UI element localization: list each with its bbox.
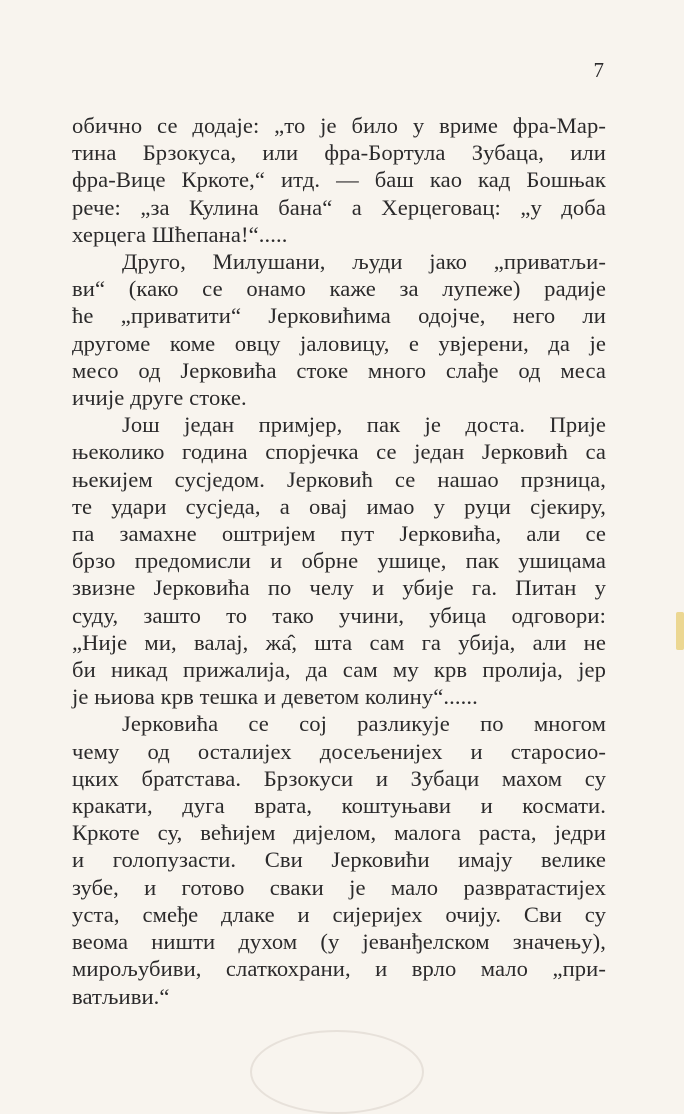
text-line: херцега Шћепана!“.....	[72, 221, 288, 247]
text-line: Друго, Милушани, људи јако „приватљи-	[122, 249, 606, 275]
text-line: ватљиви.“	[72, 983, 170, 1009]
text-line: ичије друге стоке.	[72, 385, 247, 411]
page-number: 7	[593, 58, 604, 82]
text-line: уста, смеђе длаке и сијеријех очију. Сви су	[72, 901, 606, 927]
text-line: мирољубиви, слаткохрани, и врло мало „при-	[72, 956, 606, 982]
text-line: зубе, и готово сваки је мало развратастијех	[72, 874, 606, 900]
text-line: ће „приватити“ Јерковићима одојче, него ли	[72, 303, 606, 329]
text-line: па замахне оштријем пут Јерковића, али се	[72, 521, 606, 547]
text-line: рече: „за Кулина бана“ а Херцеговац: „у доба	[72, 194, 606, 220]
text-line: тина Брзокуса, или фра-Бортула Зубаца, или	[72, 140, 606, 166]
paragraph-1	[72, 112, 606, 248]
text-line: Још један примјер, пак је доста. Прије	[122, 412, 606, 438]
text-line: чему од осталијех досељенијех и старосио-	[72, 738, 606, 764]
text-line: те удари сусједа, а овај имао у руци сјекиру,	[72, 493, 606, 519]
text-line: ви“ (како се онамо каже за лупеже) радије	[72, 276, 606, 302]
paragraph-3	[72, 411, 606, 710]
text-line: брзо предомисли и обрне ушице, пак ушицама	[72, 548, 606, 574]
text-line: месо од Јерковића стоке много слађе од меса	[72, 357, 606, 383]
text-line: другоме коме овцу јаловицу, е увјерени, да је	[72, 330, 606, 356]
text-line: Кркоте су, већијем дијелом, малога раста, једри	[72, 820, 606, 846]
text-line: фра-Вице Кркоте,“ итд. — баш као кад Бошњак	[72, 167, 606, 193]
text-line: и голопузасти. Сви Јерковићи имају велике	[72, 847, 606, 873]
text-line: суду, зашто то тако учини, убица одговори:	[72, 602, 606, 628]
text-line: обично се додаје: „то је било у вриме фра-Мар-	[72, 113, 606, 138]
text-line: је њиова крв тешка и деветом колину“......	[72, 684, 478, 710]
paragraph-2	[72, 248, 606, 411]
page-edge-mark	[676, 612, 684, 650]
text-line: звизне Јерковића по челу и убије га. Питан у	[72, 575, 606, 601]
text-line: њекијем сусједом. Јерковић се нашао прзница,	[72, 466, 606, 492]
text-line: цких братстава. Брзокуси и Зубаци махом су	[72, 765, 606, 791]
text-line: Јерковића се сој разликује по многом	[122, 711, 606, 737]
text-line: кракати, дуга врата, коштуњави и космати.	[72, 793, 606, 819]
text-line: би никад прижалија, да сам му крв пролија, јер	[72, 657, 606, 683]
text-line: њеколико година спорјечка се један Јерковић са	[72, 439, 606, 465]
paragraph-4	[72, 710, 606, 1009]
body-text	[72, 112, 606, 1010]
library-stamp	[250, 1030, 424, 1114]
text-line: „Није ми, валај, жа̂, шта сам га убија, али не	[72, 629, 606, 655]
text-line: веома ништи духом (у јеванђелском значењу),	[72, 929, 606, 955]
